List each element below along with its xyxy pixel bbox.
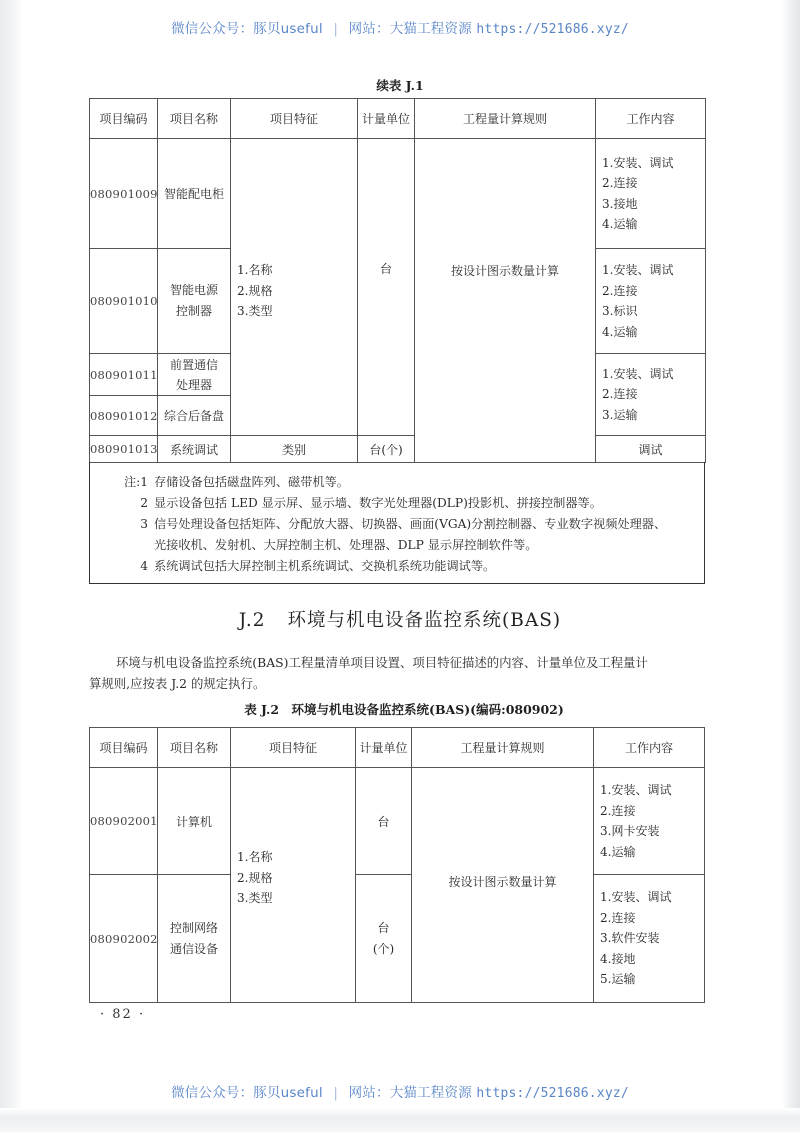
watermark-separator: | bbox=[333, 1085, 339, 1101]
feature-line: 3.类型 bbox=[237, 304, 273, 319]
feature-line: 2.规格 bbox=[237, 870, 273, 885]
work-line: 4.接地 bbox=[600, 951, 636, 966]
table1-header-row bbox=[90, 99, 706, 139]
item-unit: 台 bbox=[358, 139, 415, 436]
item-work bbox=[594, 875, 705, 1003]
work-line: 2.连接 bbox=[602, 176, 638, 190]
work-line: 1.安装、调试 bbox=[600, 890, 672, 905]
item-name bbox=[158, 354, 231, 396]
section-number: J.2 bbox=[238, 610, 266, 631]
item-name: 系统调试 bbox=[158, 436, 231, 463]
header-name: 项目名称 bbox=[158, 728, 231, 768]
note-text: 信号处理设备包括矩阵、分配放大器、切换器、画面(VGA)分割控制器、专业数字视频处理器、 bbox=[154, 517, 667, 531]
item-name: 综合后备盘 bbox=[158, 396, 231, 436]
header-code: 项目编码 bbox=[90, 99, 158, 139]
table-row bbox=[90, 436, 706, 463]
section-paragraph-line2: 算规则,应按表 J.2 的规定执行。 bbox=[89, 676, 266, 691]
feature-line: 2.规格 bbox=[237, 283, 273, 298]
work-line: 2.连接 bbox=[602, 387, 638, 402]
item-unit: 台 bbox=[356, 768, 412, 875]
note-text: 显示设备包括 LED 显示屏、显示墙、数字光处理器(DLP)投影机、拼接控制器等。 bbox=[154, 496, 602, 510]
item-work bbox=[596, 249, 706, 354]
work-line: 4.运输 bbox=[602, 217, 638, 231]
item-code: 080902002 bbox=[90, 875, 158, 1003]
item-rule: 按设计图示数量计算 bbox=[415, 139, 596, 463]
item-feature bbox=[231, 768, 356, 1003]
work-line: 1.安装、调试 bbox=[602, 366, 674, 381]
item-name bbox=[158, 875, 231, 1003]
item-rule: 按设计图示数量计算 bbox=[412, 768, 594, 1003]
note-number: 3 bbox=[140, 517, 148, 531]
header-rule: 工程量计算规则 bbox=[412, 728, 594, 768]
table1-caption: 续表 J.1 bbox=[376, 78, 424, 93]
note-text: 系统调试包括大屏控制主机系统调试、交换机系统功能调试等。 bbox=[154, 559, 496, 573]
watermark-separator: | bbox=[333, 21, 339, 37]
section-title: 环境与机电设备监控系统(BAS) bbox=[287, 610, 562, 631]
header-feature: 项目特征 bbox=[231, 99, 358, 139]
feature-line: 1.名称 bbox=[237, 263, 273, 278]
name-line: 通信设备 bbox=[169, 941, 218, 956]
item-code: 080902001 bbox=[90, 768, 158, 875]
work-line: 4.运输 bbox=[602, 324, 638, 339]
work-line: 4.运输 bbox=[600, 844, 636, 859]
header-work: 工作内容 bbox=[596, 99, 706, 139]
item-unit bbox=[356, 875, 412, 1003]
item-name: 计算机 bbox=[158, 768, 231, 875]
item-feature bbox=[231, 139, 358, 436]
item-code: 080901010 bbox=[90, 249, 158, 354]
watermark-site-label: 网站：大猫工程资源 bbox=[348, 1085, 472, 1101]
header-unit: 计量单位 bbox=[358, 99, 415, 139]
header-rule: 工程量计算规则 bbox=[415, 99, 596, 139]
watermark-top bbox=[0, 17, 800, 37]
watermark-url[interactable]: https://521686.xyz/ bbox=[476, 1086, 629, 1101]
item-work bbox=[594, 768, 705, 875]
header-work: 工作内容 bbox=[594, 728, 705, 768]
name-line: 控制器 bbox=[175, 304, 212, 318]
watermark-site-label: 网站：大猫工程资源 bbox=[348, 21, 472, 37]
item-code: 080901013 bbox=[90, 436, 158, 463]
page-edge-left bbox=[0, 0, 22, 1132]
work-line: 3.网卡安装 bbox=[600, 824, 660, 838]
item-work: 调试 bbox=[596, 436, 706, 463]
header-unit: 计量单位 bbox=[356, 728, 412, 768]
work-line: 5.运输 bbox=[600, 972, 636, 987]
page-bottom-shadow bbox=[0, 1108, 800, 1132]
item-code: 080901012 bbox=[90, 396, 158, 436]
feature-line: 1.名称 bbox=[237, 850, 273, 865]
table1-notes bbox=[89, 462, 705, 584]
name-line: 控制网络 bbox=[169, 920, 218, 935]
work-line: 2.连接 bbox=[600, 803, 636, 818]
table2 bbox=[89, 727, 705, 1003]
table-row bbox=[90, 768, 705, 875]
work-line: 3.运输 bbox=[602, 407, 638, 422]
page-number: · 82 · bbox=[100, 1007, 146, 1022]
name-line: 智能电源 bbox=[169, 283, 218, 297]
note-number: 注:1 bbox=[123, 475, 148, 489]
name-line: 处理器 bbox=[175, 377, 212, 392]
watermark-prefix: 微信公众号：豚贝useful bbox=[171, 21, 323, 37]
work-line: 3.软件安装 bbox=[600, 931, 660, 946]
item-code: 080901009 bbox=[90, 139, 158, 249]
work-line: 1.安装、调试 bbox=[602, 263, 674, 277]
work-line: 2.连接 bbox=[602, 283, 638, 298]
item-name: 智能配电柜 bbox=[158, 139, 231, 249]
page-edge-right bbox=[782, 0, 800, 1132]
work-line: 3.标识 bbox=[602, 304, 638, 318]
table1 bbox=[89, 98, 706, 463]
table-row bbox=[90, 875, 705, 1003]
note-text: 存储设备包括磁盘阵列、磁带机等。 bbox=[154, 475, 349, 489]
item-unit: 台(个) bbox=[358, 436, 415, 463]
item-work bbox=[596, 139, 706, 249]
work-line: 1.安装、调试 bbox=[602, 155, 674, 170]
item-feature: 类别 bbox=[231, 436, 358, 463]
item-code: 080901011 bbox=[90, 354, 158, 396]
header-feature: 项目特征 bbox=[231, 728, 356, 768]
table2-header-row bbox=[90, 728, 705, 768]
item-name bbox=[158, 249, 231, 354]
unit-line: (个) bbox=[372, 941, 395, 956]
watermark-url[interactable]: https://521686.xyz/ bbox=[476, 22, 629, 37]
note-number: 4 bbox=[140, 559, 148, 573]
section-heading bbox=[0, 606, 800, 632]
unit-line: 台 bbox=[377, 920, 390, 935]
watermark-bottom bbox=[0, 1081, 800, 1101]
header-name: 项目名称 bbox=[158, 99, 231, 139]
section-paragraph-line1: 环境与机电设备监控系统(BAS)工程量清单项目设置、项目特征描述的内容、计量单位及工程量计 bbox=[116, 655, 648, 670]
item-work bbox=[596, 354, 706, 436]
name-line: 前置通信 bbox=[169, 357, 218, 372]
header-code: 项目编码 bbox=[90, 728, 158, 768]
feature-line: 3.类型 bbox=[237, 891, 273, 906]
work-line: 3.接地 bbox=[602, 196, 638, 211]
note-text: 光接收机、发射机、大屏控制主机、处理器、DLP 显示屏控制软件等。 bbox=[154, 538, 538, 552]
work-line: 2.连接 bbox=[600, 910, 636, 925]
table2-caption: 表 J.2 环境与机电设备监控系统(BAS)(编码:080902) bbox=[244, 702, 564, 717]
table-row bbox=[90, 139, 706, 249]
watermark-prefix: 微信公众号：豚贝useful bbox=[171, 1085, 323, 1101]
note-number: 2 bbox=[140, 496, 148, 510]
work-line: 1.安装、调试 bbox=[600, 783, 672, 797]
